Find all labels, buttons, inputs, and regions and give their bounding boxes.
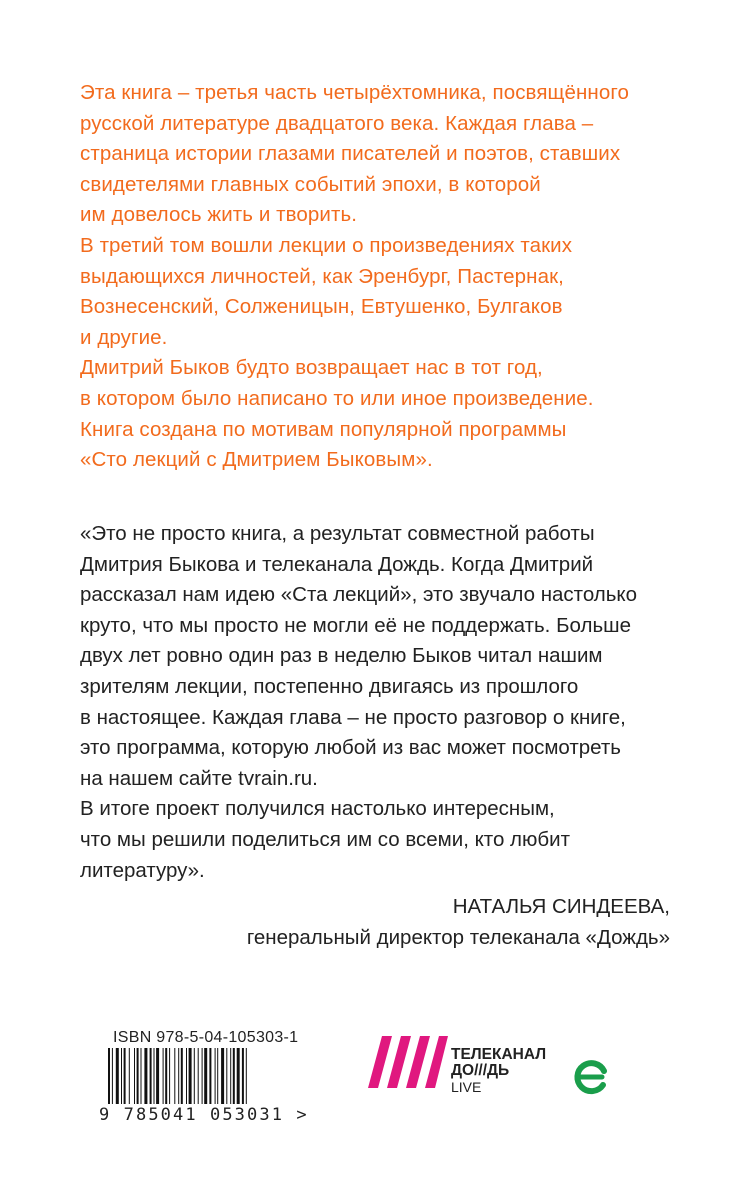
barcode-bar — [156, 1048, 159, 1104]
eksmo-logo — [572, 1058, 610, 1096]
annotation-line: Дмитрий Быков будто возвращает нас в тот год, — [80, 356, 543, 380]
barcode-bar — [178, 1048, 179, 1104]
quote-line: двух лет ровно один раз в неделю Быков читал нашим — [80, 644, 603, 668]
annotation-line: в котором было написано то или иное произведение. — [80, 386, 594, 410]
barcode-bar — [129, 1048, 130, 1104]
annotation-line: и другие. — [80, 325, 168, 349]
barcode — [108, 1048, 293, 1104]
annotation-line: Книга создана по мотивам популярной программы — [80, 417, 567, 441]
barcode-bar — [108, 1048, 110, 1104]
barcode-bar — [174, 1048, 175, 1104]
tvrain-live: LIVE — [451, 1079, 482, 1095]
tvrain-line1: ТЕЛЕКАНАЛ — [451, 1046, 547, 1063]
annotation-line: выдающихся личностей, как Эренбург, Пастернак, — [80, 264, 564, 288]
tvrain-stripes-logo — [368, 1034, 448, 1090]
barcode-bar — [112, 1048, 113, 1104]
barcode-digits: 9 785041 053031 > — [99, 1105, 309, 1125]
barcode-bar — [116, 1048, 119, 1104]
quote-line: круто, что мы просто не могли её не поддержать. Больше — [80, 613, 631, 637]
annotation-text — [80, 78, 720, 476]
quote-author — [247, 891, 670, 953]
barcode-bar — [226, 1048, 227, 1104]
barcode-bar — [186, 1048, 187, 1104]
barcode-bar — [233, 1048, 235, 1104]
barcode-bar — [217, 1048, 218, 1104]
barcode-bar — [165, 1048, 167, 1104]
quote-line: это программа, которую любой из вас может посмотреть — [80, 736, 621, 760]
barcode-bar — [237, 1048, 240, 1104]
barcode-bar — [189, 1048, 192, 1104]
quote-line: в настоящее. Каждая глава – не просто разговор о книге, — [80, 705, 626, 729]
review-quote — [80, 519, 720, 886]
barcode-bar — [209, 1048, 211, 1104]
quote-line: литературу». — [80, 858, 205, 882]
annotation-line: Вознесенский, Солженицын, Евтушенко, Булгаков — [80, 295, 563, 319]
isbn-label: ISBN 978-5-04-105303-1 — [113, 1029, 299, 1046]
barcode-bar — [194, 1048, 195, 1104]
author-name: НАТАЛЬЯ СИНДЕЕВА, — [452, 895, 670, 918]
barcode-bar — [215, 1048, 216, 1104]
barcode-bar — [169, 1048, 170, 1104]
barcode-bar — [230, 1048, 231, 1104]
author-title: генеральный директор телеканала «Дождь» — [246, 926, 670, 949]
barcode-bar — [121, 1048, 122, 1104]
barcode-bar — [141, 1048, 142, 1104]
barcode-bar — [137, 1048, 139, 1104]
barcode-bar — [221, 1048, 224, 1104]
barcode-bar — [202, 1048, 203, 1104]
annotation-line: свидетелями главных событий эпохи, в которой — [80, 172, 541, 196]
barcode-bar — [144, 1048, 147, 1104]
barcode-bar — [134, 1048, 135, 1104]
annotation-line: «Сто лекций с Дмитрием Быковым». — [80, 448, 433, 472]
annotation-line: Эта книга – третья часть четырёхтомника, посвящённого — [80, 81, 629, 104]
barcode-bar — [154, 1048, 155, 1104]
barcode-bar — [242, 1048, 244, 1104]
quote-line: зрителям лекции, постепенно двигаясь из прошлого — [80, 674, 579, 698]
quote-line: что мы решили поделиться им со всеми, кто любит — [80, 827, 570, 851]
tvrain-wordmark — [451, 1047, 546, 1095]
quote-line: Дмитрия Быкова и телеканала Дождь. Когда Дмитрий — [80, 552, 594, 576]
barcode-bar — [150, 1048, 152, 1104]
annotation-line: В третий том вошли лекции о произведениях таких — [80, 233, 573, 257]
quote-line: на нашем сайте tvrain.ru. — [80, 766, 318, 790]
quote-line: «Это не просто книга, а результат совместной работы — [80, 522, 595, 545]
annotation-line: русской литературе двадцатого века. Каждая глава – — [80, 111, 594, 135]
tvrain-line2: ДО///ДЬ — [451, 1062, 510, 1079]
barcode-bar — [124, 1048, 126, 1104]
quote-line: В итоге проект получился настолько интересным, — [80, 797, 555, 821]
barcode-bar — [198, 1048, 199, 1104]
barcode-bar — [204, 1048, 207, 1104]
quote-line: рассказал нам идею «Ста лекций», это звучало настолько — [80, 583, 638, 607]
barcode-bar — [163, 1048, 164, 1104]
annotation-line: им довелось жить и творить. — [80, 203, 358, 227]
barcode-bar — [181, 1048, 183, 1104]
barcode-bar — [246, 1048, 247, 1104]
annotation-line: страница истории глазами писателей и поэтов, ставших — [80, 142, 621, 166]
